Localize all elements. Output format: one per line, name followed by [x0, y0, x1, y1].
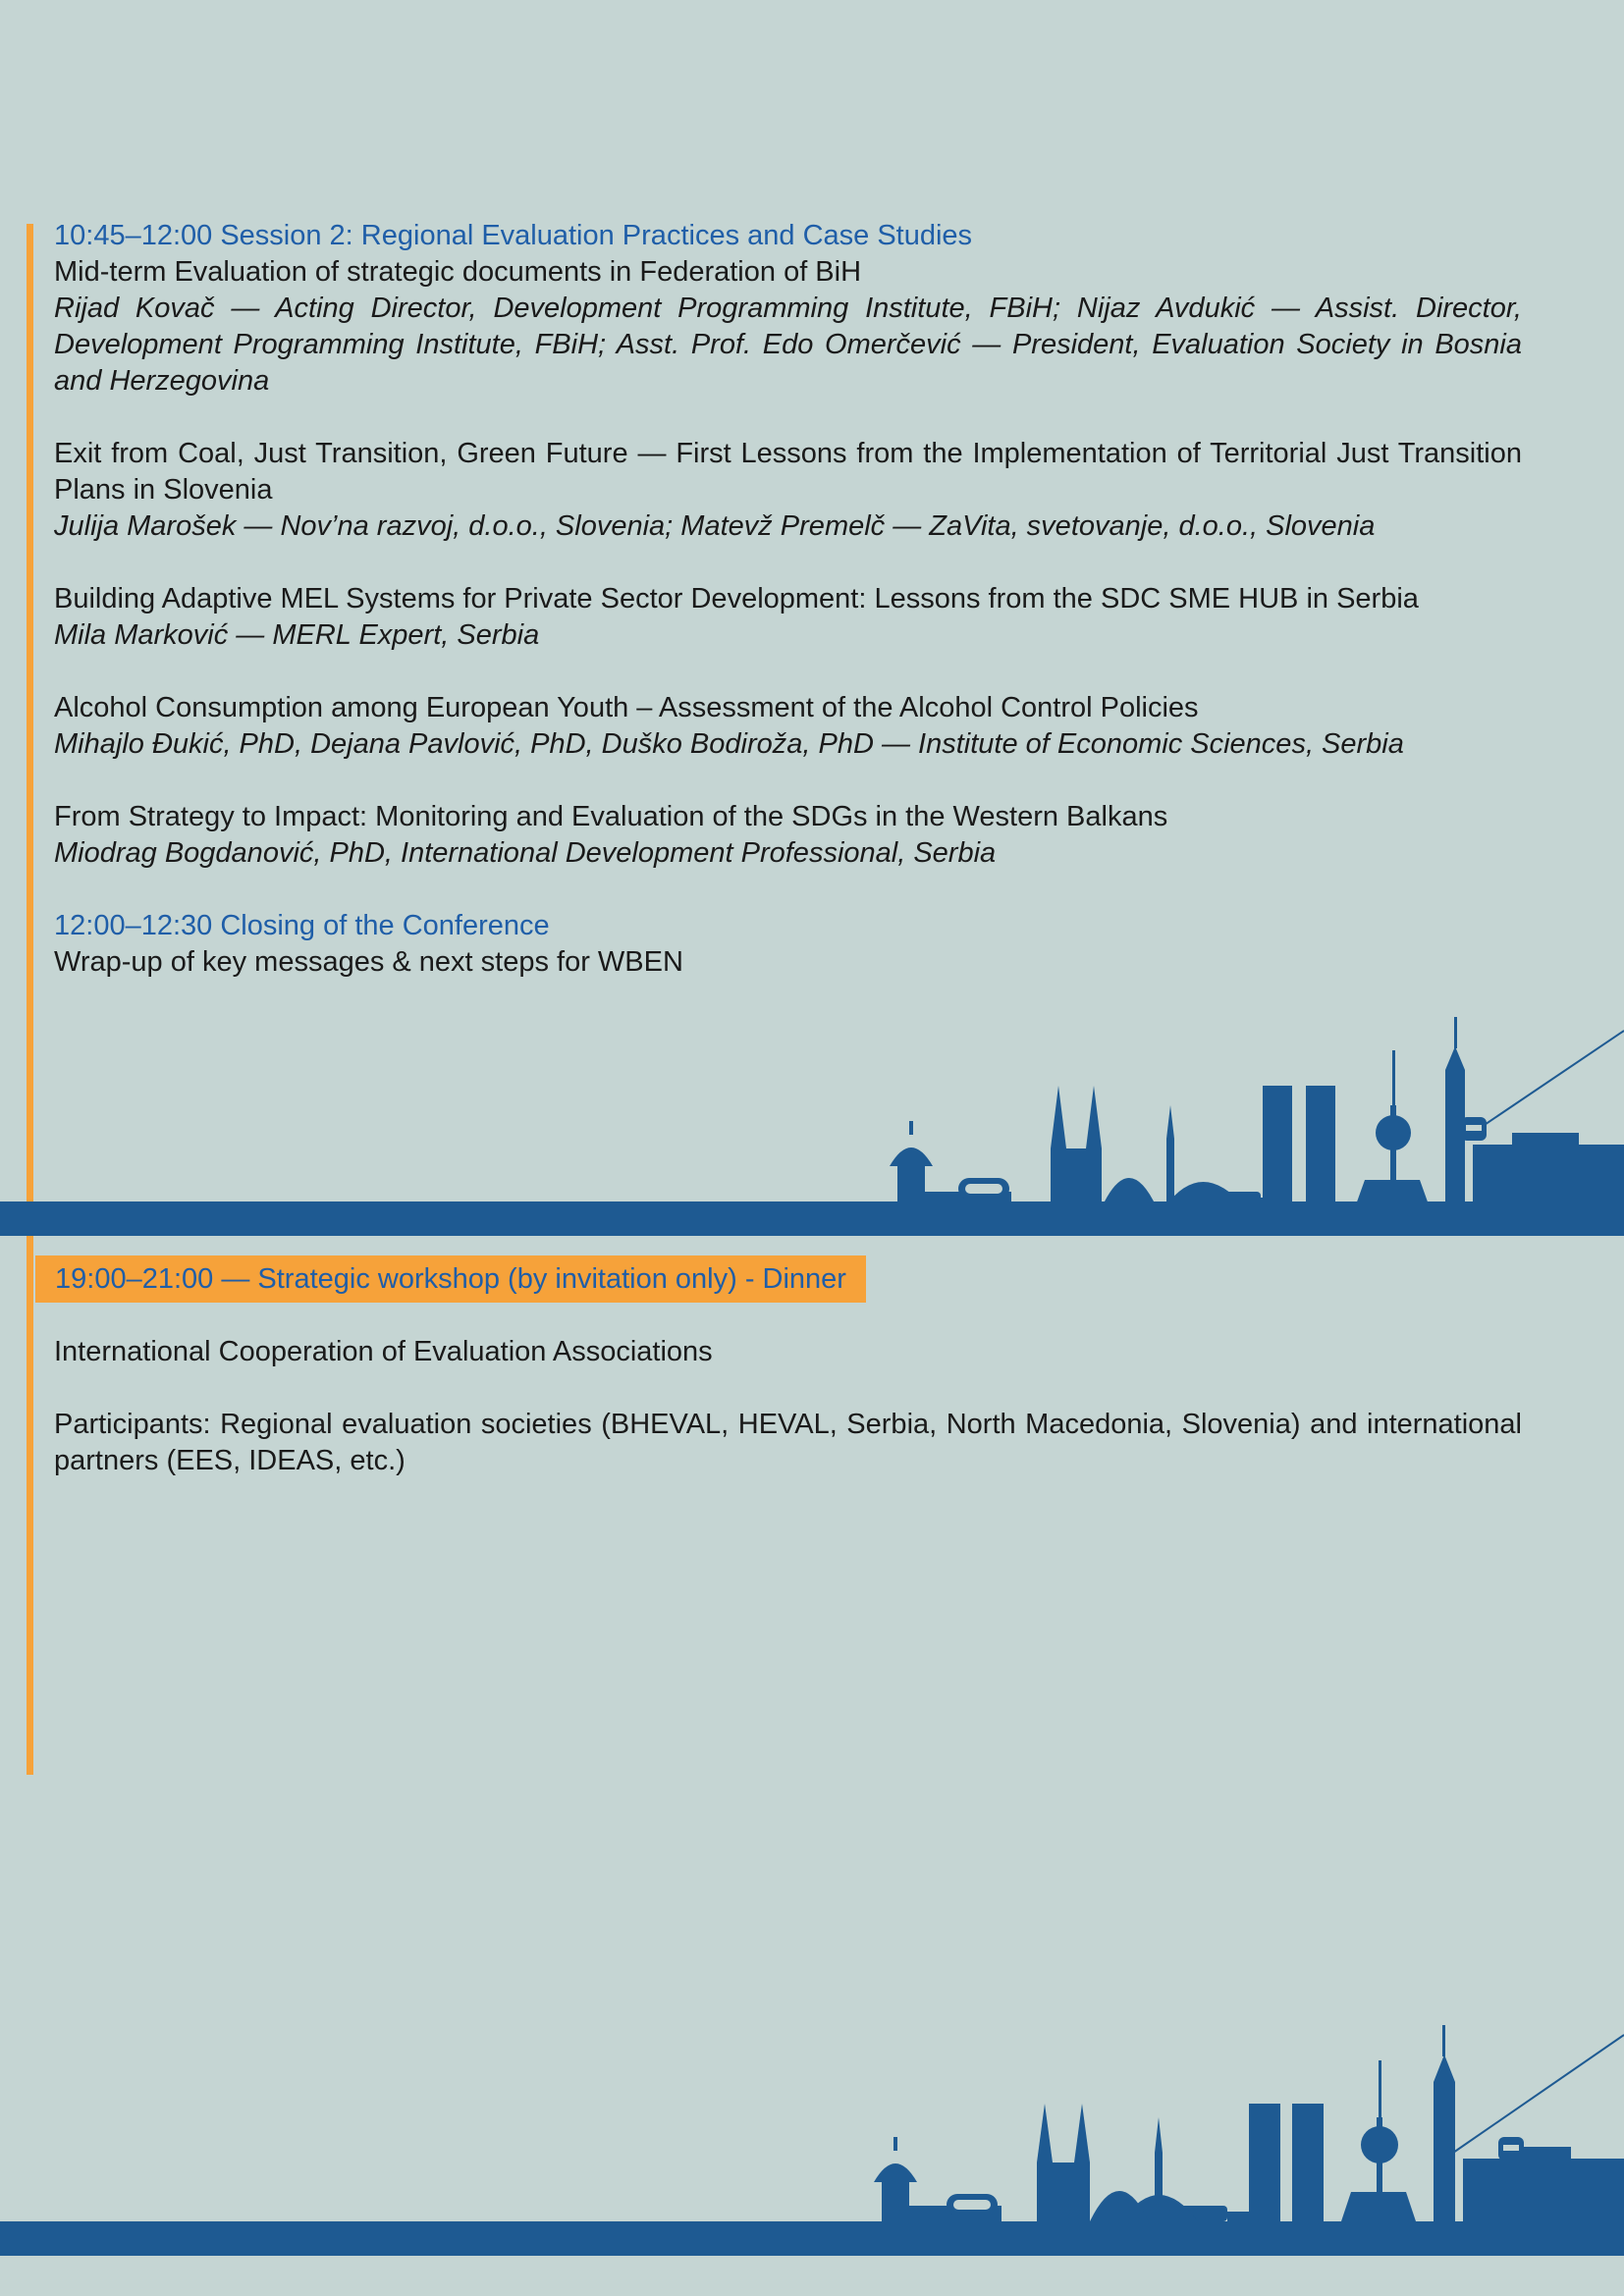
- talk-speakers: Julija Marošek — Nov’na razvoj, d.o.o., Slovenia; Matevž Premelč — ZaVita, svetovanje, d.o.o., Slovenia: [54, 510, 1376, 542]
- city-skyline-illustration: [0, 2025, 1624, 2221]
- closing-header: 12:00–12:30 Closing of the Conference: [54, 910, 550, 941]
- talk-title: Exit from Coal, Just Transition, Green Future — First Lessons from the Implementation of Territorial Just Transition Plans in Slovenia: [54, 438, 1522, 506]
- accent-bar: [27, 224, 33, 1775]
- talk-title: From Strategy to Impact: Monitoring and Evaluation of the SDGs in the Western Balkans: [54, 801, 1168, 832]
- session-2-header: 10:45–12:00 Session 2: Regional Evaluation Practices and Case Studies: [54, 220, 973, 251]
- workshop-title: International Cooperation of Evaluation Associations: [54, 1336, 713, 1367]
- talk-title: Building Adaptive MEL Systems for Private Sector Development: Lessons from the SDC SME HUB in Serbia: [54, 583, 1419, 614]
- workshop-header: 19:00–21:00 — Strategic workshop (by invitation only) - Dinner: [35, 1255, 866, 1303]
- footer-band: [0, 2221, 1624, 2256]
- talk-speakers: Rijad Kovač — Acting Director, Development Programming Institute, FBiH; Nijaz Avdukić — Assist. Director, Development Programming Institute, FBiH; Asst. Prof. Edo Omerčević — President, Evaluation Society in Bosnia and Herzegovina: [54, 293, 1522, 397]
- closing-text: Wrap-up of key messages & next steps for WBEN: [54, 946, 683, 978]
- talk-title: Mid-term Evaluation of strategic documents in Federation of BiH: [54, 256, 862, 288]
- talk-speakers: Mihajlo Đukić, PhD, Dejana Pavlović, PhD, Duško Bodiroža, PhD — Institute of Economic Sciences, Serbia: [54, 728, 1404, 760]
- city-skyline-illustration: [0, 1011, 1624, 1207]
- session-2-block: [54, 218, 1522, 981]
- talk-speakers: Mila Marković — MERL Expert, Serbia: [54, 619, 540, 651]
- workshop-participants: Participants: Regional evaluation societies (BHEVAL, HEVAL, Serbia, North Macedonia, Slovenia) and international partners (EES, IDEAS, etc.): [54, 1409, 1522, 1476]
- talk-title: Alcohol Consumption among European Youth – Assessment of the Alcohol Control Policies: [54, 692, 1199, 723]
- talk-speakers: Miodrag Bogdanović, PhD, International Development Professional, Serbia: [54, 837, 997, 869]
- divider-band: [0, 1201, 1624, 1236]
- workshop-block: [54, 1334, 1522, 1479]
